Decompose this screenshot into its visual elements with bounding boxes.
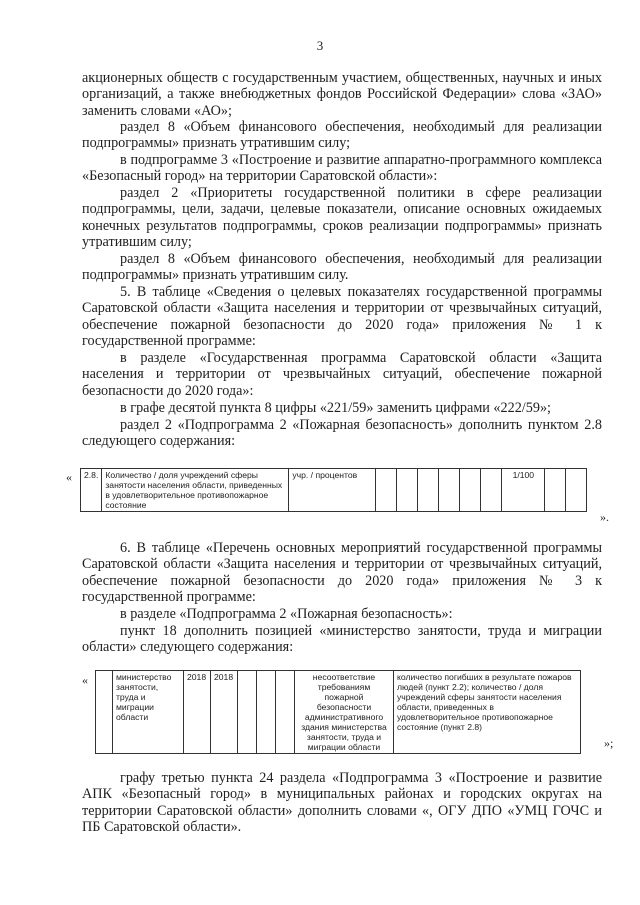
indicator-table <box>80 468 587 512</box>
table1-cell <box>418 469 439 512</box>
paragraph-12: пункт 18 дополнить позицией «министерство занятости, труда и миграции области» следующего содержания: <box>82 623 602 656</box>
table1-cell <box>397 469 418 512</box>
paragraph-1: акционерных обществ с государственным участием, общественных, научных и иных организаций, а также внебюджетных фондов Российской Федерации» слова «ЗАО» заменить словами «АО»; <box>82 70 602 119</box>
paragraph-6: 5. В таблице «Сведения о целевых показателях государственной программы Саратовской области «Защита населения и территории от чрезвычайных ситуаций, обеспечение пожарной безопасности до 2020 года» приложения № 1 к государственной программе: <box>82 284 602 350</box>
measures-table <box>95 670 581 754</box>
table1-cell <box>460 469 481 512</box>
table2-executor: министерство занятости, труда и миграции области <box>113 671 184 754</box>
table1-cell <box>376 469 397 512</box>
table1-close-mark: ». <box>600 510 609 524</box>
table1-unit: учр. / процентов <box>289 469 376 512</box>
table1-cell <box>481 469 502 512</box>
table1-number: 2.8. <box>81 469 102 512</box>
table2-cell <box>96 671 113 754</box>
paragraph-5: раздел 8 «Объем финансового обеспечения, необходимый для реализации подпрограммы» признать утратившим силу. <box>82 251 602 284</box>
table1-value: 1/100 <box>502 469 545 512</box>
paragraph-13: графу третью пункта 24 раздела «Подпрограмма 3 «Построение и развитие АПК «Безопасный город» в муниципальных районах и городских округах на территории Саратовской области» дополнить словами «, ОГУ ДПО «УМЦ ГОЧС и ПБ Саратовской области». <box>82 770 602 836</box>
paragraph-4: раздел 2 «Приоритеты государственной политики в сфере реализации подпрограммы, цели, задачи, целевые показатели, описание основных ожидаемых конечных результатов подпрограммы, сроков реализации подпрограммы» признать утратившим силу; <box>82 185 602 251</box>
paragraph-7: в разделе «Государственная программа Саратовской области «Защита населения и территории от чрезвычайных ситуаций, обеспечение пожарной безопасности до 2020 года»: <box>82 350 602 399</box>
table1-cell <box>439 469 460 512</box>
table2-cell <box>238 671 257 754</box>
paragraph-3: в подпрограмме 3 «Построение и развитие аппаратно-программного комплекса «Безопасный город» на территории Саратовской области»: <box>82 152 602 185</box>
table1-open-quote: « <box>66 470 72 484</box>
table1-cell <box>545 469 566 512</box>
paragraph-10: 6. В таблице «Перечень основных мероприятий государственной программы Саратовской области «Защита населения и территории от чрезвычайных ситуаций, обеспечение пожарной безопасности до 2020 года» приложения № 3 к государственной программе: <box>82 540 602 606</box>
table2-cell <box>276 671 295 754</box>
page-number: 3 <box>316 38 324 53</box>
table2-close-mark: »; <box>604 736 614 750</box>
table2-year-start: 2018 <box>184 671 211 754</box>
paragraph-11: в разделе «Подпрограмма 2 «Пожарная безопасность»: <box>120 606 453 622</box>
table2-indicators: количество погибших в результате пожаров людей (пункт 2.2); количество / доля учреждений сферы занятости населения области, приведенных в удовлетворительное противопожарное состояние (пункт 2.8) <box>394 671 581 754</box>
table2-year-end: 2018 <box>211 671 238 754</box>
paragraph-2: раздел 8 «Объем финансового обеспечения, необходимый для реализации подпрограммы» признать утратившим силу; <box>82 119 602 152</box>
table2-open-quote: « <box>82 673 88 687</box>
paragraph-9: раздел 2 «Подпрограмма 2 «Пожарная безопасность» дополнить пунктом 2.8 следующего содержания: <box>82 417 602 450</box>
table2-result: несоответствие требованиям пожарной безопасности административного здания министерства занятости, труда и миграции области <box>295 671 394 754</box>
table2-cell <box>257 671 276 754</box>
paragraph-8: в графе десятой пункта 8 цифры «221/59» заменить цифрами «222/59»; <box>120 400 551 416</box>
table1-indicator: Количество / доля учреждений сферы занятости населения области, приведенных в удовлетворительное противопожарное состояние <box>102 469 289 512</box>
table1-cell <box>566 469 587 512</box>
